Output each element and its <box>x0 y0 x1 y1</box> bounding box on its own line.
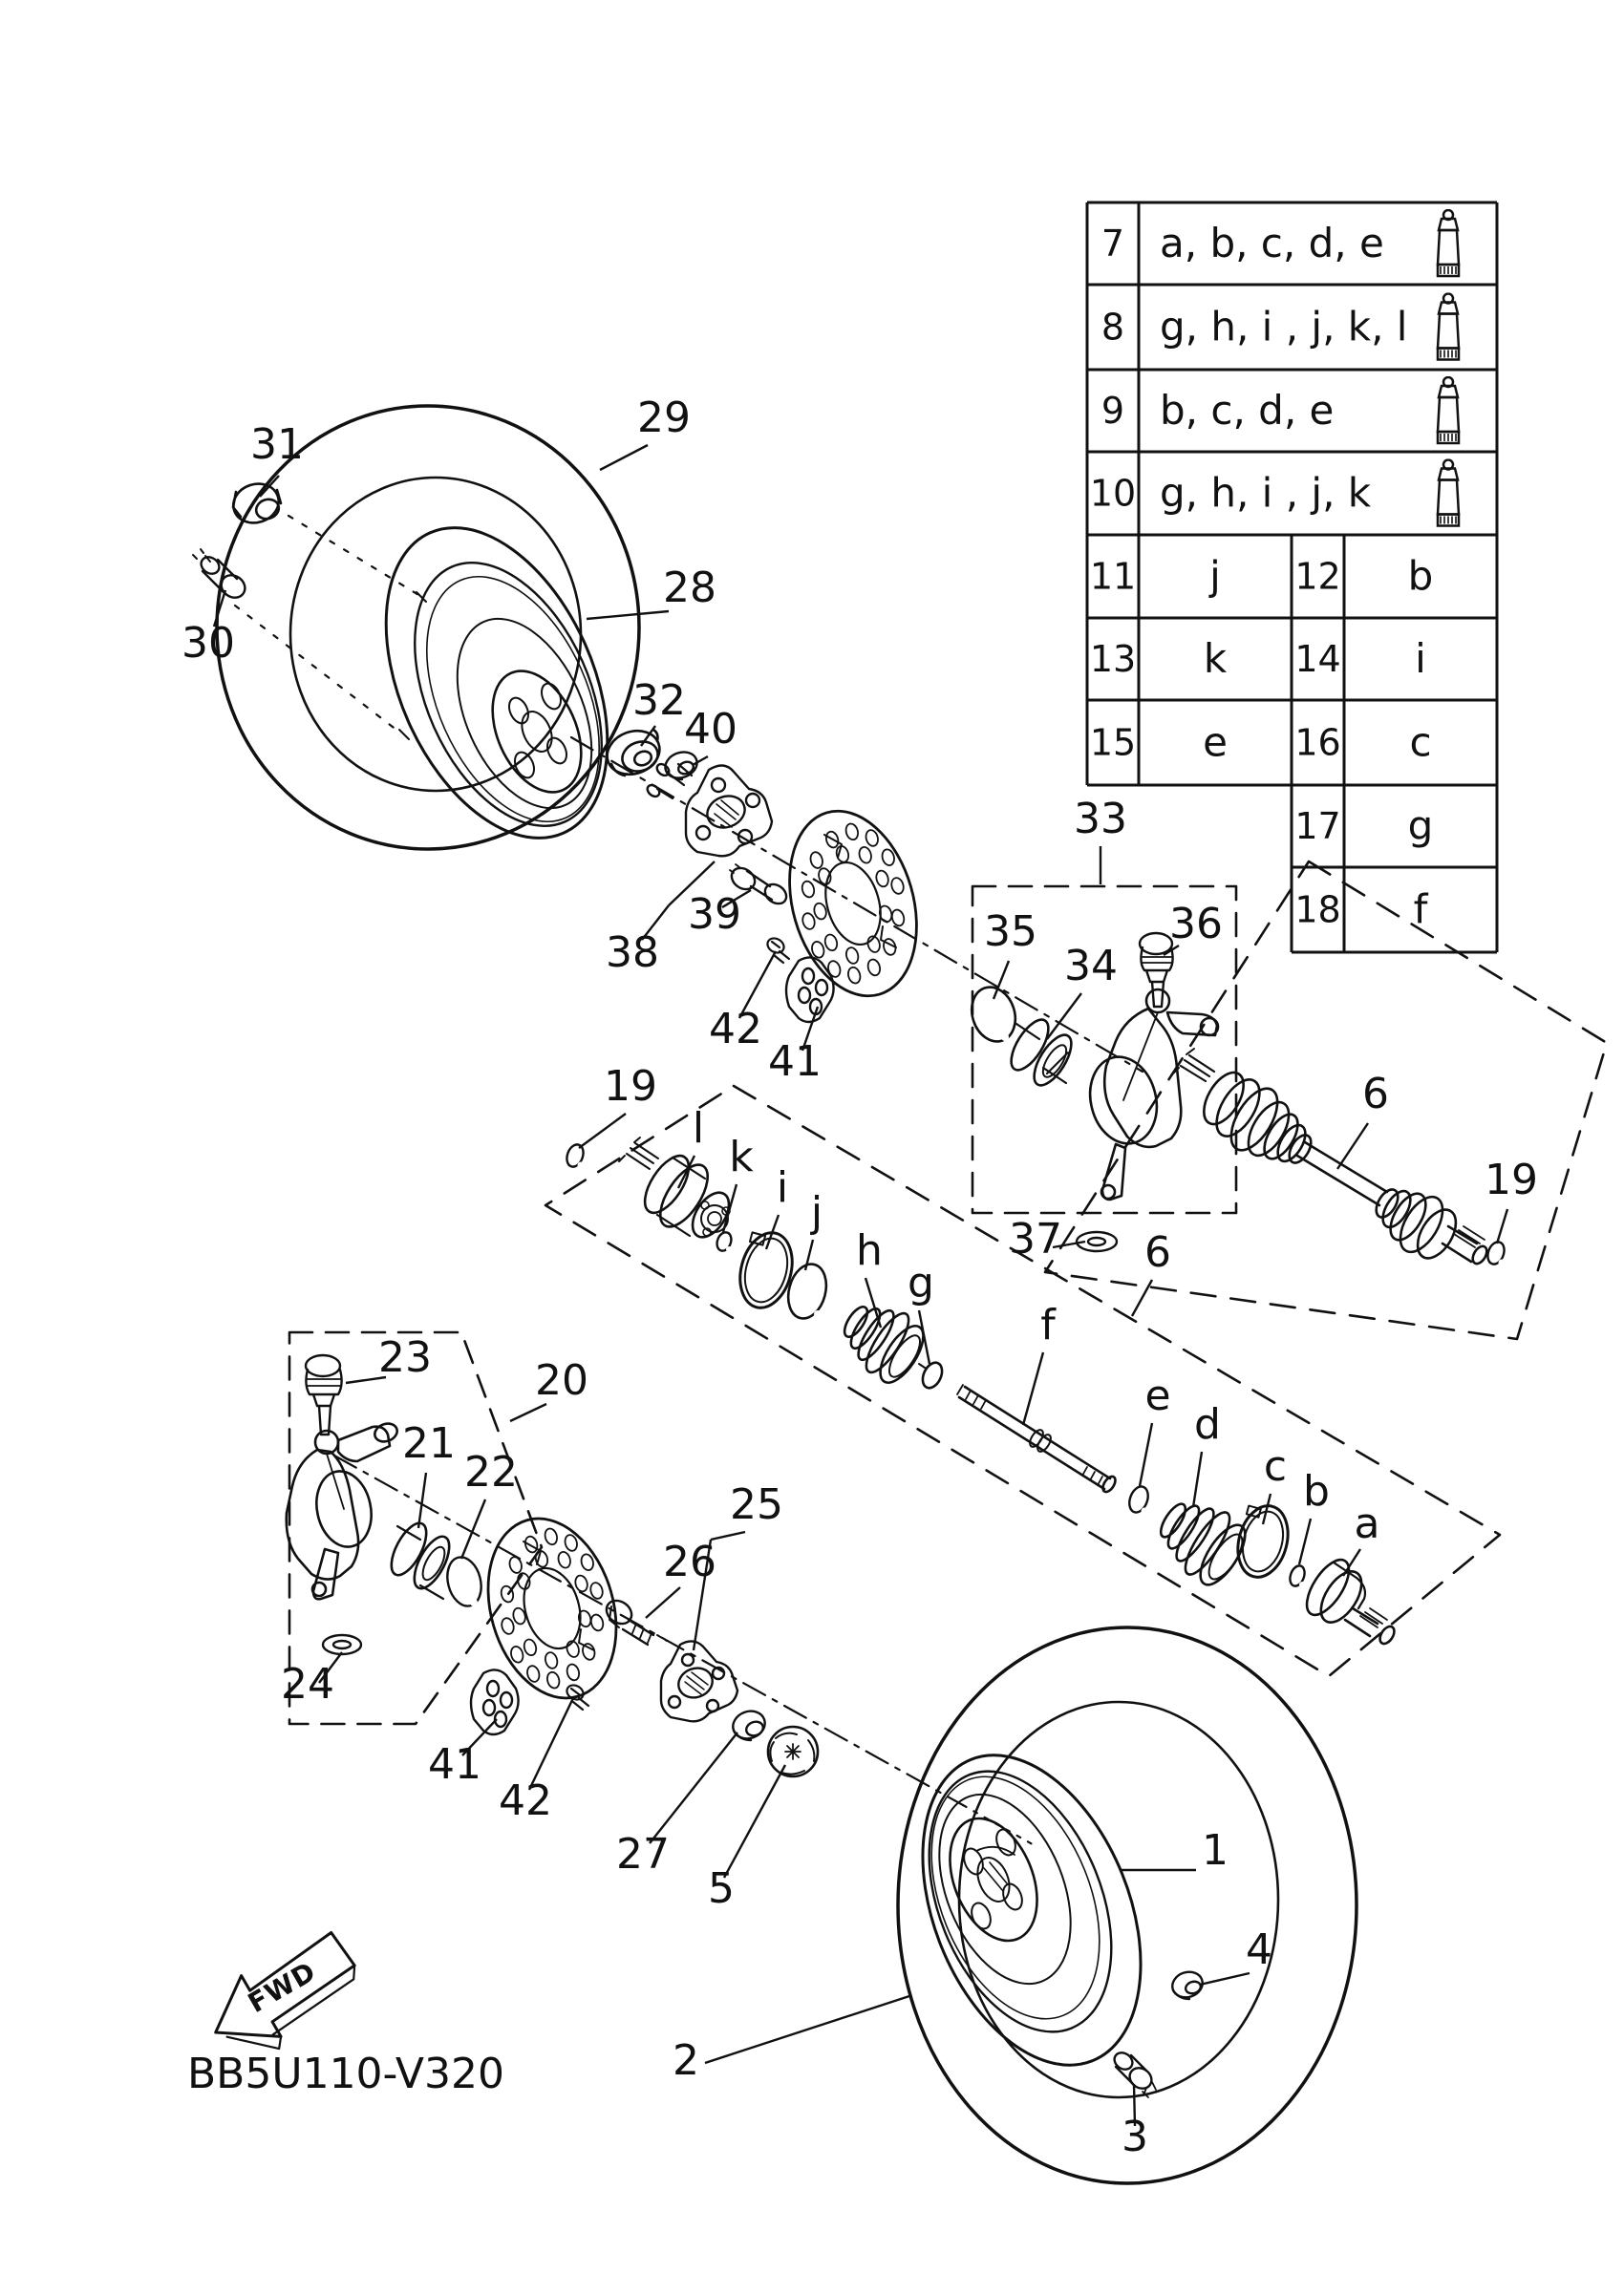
assembly-outline-axle <box>1045 861 1607 1339</box>
callout-33-label: 33 <box>1074 795 1127 843</box>
callout-37 <box>1009 1215 1085 1264</box>
callout-42a <box>709 951 776 1053</box>
callout-41a-label: 41 <box>768 1037 822 1086</box>
disc-hole <box>890 908 906 927</box>
callout-22-label: 22 <box>464 1448 518 1497</box>
callout-j-label: j <box>810 1188 823 1237</box>
callout-d-label: d <box>1194 1400 1221 1449</box>
table-cell: 12 <box>1294 555 1341 598</box>
snap-ring-22 <box>442 1554 486 1610</box>
disc-hole <box>544 1651 559 1670</box>
table-cell: 14 <box>1294 638 1341 680</box>
disc-hole <box>826 960 842 979</box>
table-cell: 7 <box>1100 223 1125 265</box>
disc-hole <box>523 1638 538 1657</box>
inner-cv-joint-l <box>619 1137 737 1244</box>
disc-hole <box>889 877 905 896</box>
table-cell: 13 <box>1089 638 1137 680</box>
callout-6b <box>1132 1228 1171 1316</box>
callout-19a-label: 19 <box>604 1062 657 1111</box>
disc-hole <box>882 938 897 957</box>
hub-cap-5 <box>768 1727 818 1776</box>
disc-hole <box>544 1527 559 1546</box>
grease-tube-icon <box>1438 294 1459 360</box>
fwd-arrow-label: FWD <box>242 1955 322 2020</box>
callout-g-label: g <box>908 1259 934 1307</box>
callout-30 <box>182 590 235 668</box>
callout-a-label: a <box>1354 1499 1380 1548</box>
grease-tube-icon <box>1438 377 1459 443</box>
callout-21-label: 21 <box>402 1419 456 1468</box>
disc-hole <box>823 933 839 952</box>
disc-hole <box>566 1663 581 1682</box>
clamp-c <box>1230 1500 1295 1583</box>
callout-28 <box>587 563 716 619</box>
disc-hole <box>589 1613 605 1632</box>
callout-24 <box>281 1652 342 1709</box>
wheel-hub-38 <box>645 762 772 857</box>
callout-4 <box>1200 1925 1272 1985</box>
table-cell: 16 <box>1294 721 1341 764</box>
table-cell: 15 <box>1089 721 1137 764</box>
disc-hole <box>865 829 880 848</box>
callout-36 <box>1164 900 1223 955</box>
callout-2-label: 2 <box>673 2036 699 2085</box>
disc-hole <box>524 1535 539 1554</box>
table-cell: b, c, d, e <box>1160 387 1335 434</box>
callout-6a-label: 6 <box>1362 1070 1389 1118</box>
callout-h-label: h <box>856 1226 883 1275</box>
callout-41a <box>768 1007 822 1086</box>
callout-35-label: 35 <box>984 907 1037 956</box>
callout-f-label: f <box>1040 1301 1056 1350</box>
callout-26 <box>646 1538 716 1618</box>
callout-31-label: 31 <box>250 420 304 469</box>
clamp-g <box>919 1360 946 1392</box>
table-cell: g, h, i , j, k, l <box>1160 303 1408 351</box>
ring-j <box>782 1260 832 1323</box>
front-wheel-left <box>217 406 652 872</box>
callout-5-label: 5 <box>708 1864 735 1913</box>
callout-34-label: 34 <box>1064 942 1118 990</box>
callout-d <box>1193 1400 1221 1507</box>
disc-hole <box>545 1670 561 1690</box>
disc-hole <box>835 844 850 863</box>
callout-27-label: 27 <box>616 1830 670 1879</box>
callout-38-label: 38 <box>606 928 659 977</box>
ball-joint-23 <box>306 1355 342 1435</box>
table-cell: e <box>1203 718 1228 766</box>
disc-hole <box>858 845 873 864</box>
callout-36-label: 36 <box>1169 900 1223 948</box>
lug-alignment-dotted-lines <box>235 516 420 733</box>
disc-guard-41-upper <box>786 957 834 1022</box>
callout-39 <box>688 890 751 939</box>
callout-32 <box>632 676 686 746</box>
front-wheel-right <box>881 1627 1357 2183</box>
disc-hole <box>580 1553 595 1572</box>
ring-b <box>1288 1563 1308 1587</box>
guard-screw-42-upper <box>765 935 789 963</box>
disc-hole <box>500 1617 515 1636</box>
table-cell: 18 <box>1294 888 1341 931</box>
callout-f <box>1023 1301 1057 1425</box>
callout-21 <box>402 1419 456 1528</box>
callout-41b <box>428 1719 497 1789</box>
callout-28-label: 28 <box>663 563 716 612</box>
callout-42b <box>499 1698 573 1825</box>
grease-tube-icon <box>1438 460 1459 526</box>
callout-l-label: l <box>692 1104 705 1153</box>
callout-40-label: 40 <box>684 705 737 754</box>
disc-hole <box>812 902 827 921</box>
boot-clamp-i <box>733 1227 801 1314</box>
disc-hole <box>534 1549 549 1568</box>
callout-23-label: 23 <box>378 1333 432 1382</box>
parts-table <box>1087 202 1497 952</box>
callout-k <box>723 1133 754 1232</box>
table-cell: 17 <box>1294 805 1341 847</box>
callout-37-label: 37 <box>1009 1215 1062 1264</box>
callout-25-label: 25 <box>730 1480 783 1529</box>
table-cell: 9 <box>1100 390 1125 432</box>
callout-40 <box>684 705 737 765</box>
callout-1-label: 1 <box>1202 1826 1229 1875</box>
callout-42b-label: 42 <box>499 1776 552 1825</box>
callout-19a <box>579 1062 657 1148</box>
callout-26-label: 26 <box>663 1538 716 1586</box>
callout-24-label: 24 <box>281 1660 334 1709</box>
callout-42a-label: 42 <box>709 1005 762 1053</box>
table-cell: 11 <box>1089 555 1137 598</box>
disc-hole <box>801 880 816 899</box>
callout-34 <box>1047 942 1118 1039</box>
disc-hole <box>844 822 860 841</box>
disc-hole <box>509 1645 524 1664</box>
callout-3-label: 3 <box>1122 2113 1148 2161</box>
brake-disc-upper <box>769 796 937 1010</box>
steering-knuckle-right <box>1081 989 1218 1200</box>
callout-b-label: b <box>1303 1467 1330 1516</box>
callout-27 <box>616 1733 737 1879</box>
disc-hole <box>846 966 862 985</box>
circlip-19-right <box>1485 1240 1506 1266</box>
disc-hole <box>844 946 860 966</box>
callout-19b-label: 19 <box>1485 1156 1538 1204</box>
table-cell: g <box>1407 802 1434 849</box>
callout-29 <box>600 393 691 470</box>
ring-e <box>1126 1484 1151 1515</box>
disc-hole <box>874 869 889 888</box>
wheel-stud-26 <box>602 1596 667 1645</box>
callout-30-label: 30 <box>182 619 235 668</box>
drawing-code: BB5U110-V320 <box>187 2050 504 2098</box>
lug-nut-31 <box>228 478 284 529</box>
callout-39-label: 39 <box>688 890 741 939</box>
callout-4-label: 4 <box>1246 1925 1272 1974</box>
washer-24 <box>323 1635 361 1654</box>
steering-knuckle-left <box>287 1420 400 1599</box>
wheel-hub-25 <box>661 1641 737 1721</box>
disc-hole <box>573 1574 588 1593</box>
callout-33 <box>1074 795 1127 884</box>
snap-ring-k <box>715 1230 734 1253</box>
callout-32-label: 32 <box>632 676 686 725</box>
disc-hole <box>557 1550 572 1569</box>
callout-41b-label: 41 <box>428 1740 481 1789</box>
hub-nut-27 <box>729 1707 769 1743</box>
disc-hole <box>508 1556 524 1575</box>
table-cell: c <box>1409 718 1432 766</box>
callout-i <box>766 1163 788 1249</box>
callout-c <box>1263 1442 1287 1524</box>
disc-hole <box>516 1572 531 1591</box>
disc-hole <box>801 912 816 931</box>
callout-23 <box>346 1333 432 1383</box>
callout-k-label: k <box>729 1133 754 1181</box>
callout-2 <box>673 1996 909 2085</box>
disc-hole <box>809 851 824 870</box>
callout-i-label: i <box>776 1163 789 1212</box>
callout-6b-label: 6 <box>1144 1228 1171 1277</box>
axle-shaft-f <box>957 1385 1118 1494</box>
callout-b <box>1299 1467 1330 1564</box>
cv-boot-h <box>840 1304 931 1390</box>
callout-20 <box>510 1356 588 1421</box>
callout-6a <box>1337 1070 1389 1169</box>
table-cell: f <box>1413 885 1428 933</box>
table-cell: i <box>1415 635 1426 682</box>
callout-19b <box>1485 1156 1538 1244</box>
table-cell: g, h, i , j, k <box>1160 469 1372 517</box>
table-cell: j <box>1209 552 1221 600</box>
grease-tube-icon <box>1438 210 1459 276</box>
table-cell: k <box>1203 635 1228 682</box>
callout-5 <box>708 1765 785 1913</box>
table-cell: b <box>1407 552 1434 600</box>
callout-j <box>805 1188 823 1270</box>
callout-e-label: e <box>1144 1371 1171 1420</box>
disc-guard-41-lower <box>471 1669 519 1734</box>
callout-1 <box>1120 1826 1229 1875</box>
drive-shaft-6-assembled <box>1171 1049 1489 1266</box>
callout-29-label: 29 <box>637 393 691 442</box>
table-cell: 10 <box>1089 472 1137 515</box>
table-cell: a, b, c, d, e <box>1160 220 1384 266</box>
callout-35 <box>984 907 1037 999</box>
callout-e <box>1140 1371 1171 1486</box>
callout-31 <box>250 420 304 497</box>
table-cell: 8 <box>1100 306 1125 349</box>
callout-20-label: 20 <box>535 1356 588 1405</box>
disc-hole <box>866 958 882 977</box>
callout-c-label: c <box>1263 1442 1288 1491</box>
